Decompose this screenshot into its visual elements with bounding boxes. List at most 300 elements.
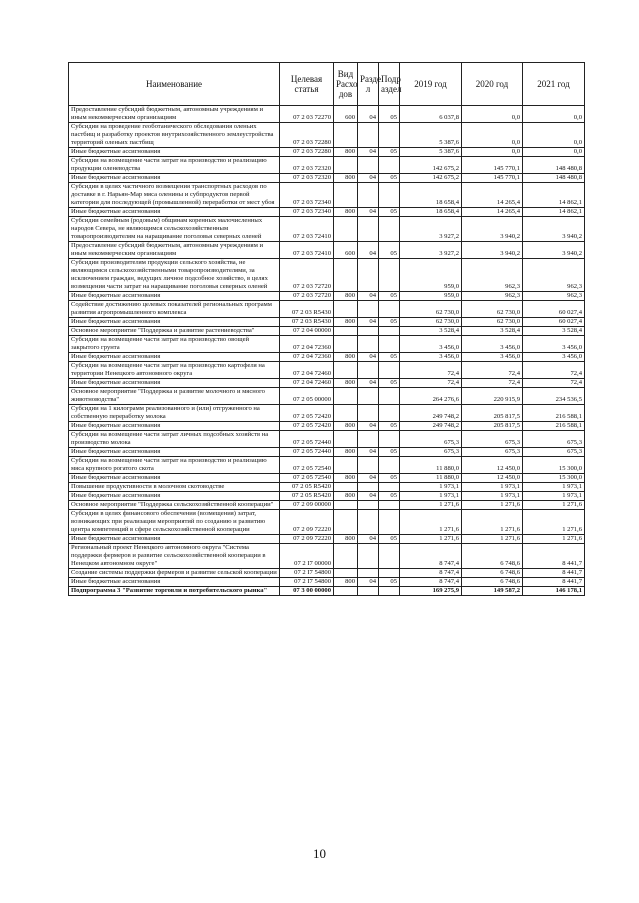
table-row: [69, 157, 585, 174]
row-name-cell: Иные бюджетные ассигнования: [69, 379, 280, 388]
row-2020-cell: 6 748,6: [462, 569, 523, 578]
row-2019-cell: 8 747,4: [400, 578, 462, 587]
row-name-cell: Основное мероприятие "Поддержка и развитие растениеводства": [69, 327, 280, 336]
row-pr-cell: 05: [379, 208, 400, 217]
row-rz-cell: 04: [358, 578, 379, 587]
row-2021-cell: 3 940,2: [523, 217, 585, 242]
table-row: [69, 208, 585, 217]
row-2019-cell: 8 747,4: [400, 569, 462, 578]
row-rz-cell: 04: [358, 106, 379, 123]
table-row: [69, 474, 585, 483]
row-rz-cell: 04: [358, 492, 379, 501]
row-name-cell: Субсидии на возмещение части затрат на производство и реализацию мяса крупного рогатого скота: [69, 457, 280, 474]
row-2019-cell: 1 271,6: [400, 535, 462, 544]
table-row: [69, 259, 585, 292]
row-2019-cell: 249 748,2: [400, 405, 462, 422]
row-name-cell: Субсидии на проведение геоботанического обследования оленьих пастбищ и разработку проектов внутрихозяйственного землеустройства территорий оленьих пастбищ: [69, 123, 280, 148]
row-2021-cell: 1 973,1: [523, 492, 585, 501]
row-rz-cell: [358, 431, 379, 448]
row-2020-cell: 0,0: [462, 123, 523, 148]
row-rz-cell: 04: [358, 535, 379, 544]
row-vr-cell: 800: [334, 318, 358, 327]
row-2020-cell: 6 748,6: [462, 544, 523, 569]
row-vr-cell: 800: [334, 174, 358, 183]
row-2020-cell: 675,3: [462, 448, 523, 457]
row-2021-cell: 1 271,6: [523, 510, 585, 535]
row-name-cell: Субсидии на возмещение части затрат на производство и реализацию продукции оленеводства: [69, 157, 280, 174]
row-2020-cell: 0,0: [462, 106, 523, 123]
row-2021-cell: 1 271,6: [523, 535, 585, 544]
row-name-cell: Основное мероприятие "Поддержка сельскохозяйственной кооперации": [69, 501, 280, 510]
row-2020-cell: 1 973,1: [462, 483, 523, 492]
row-name-cell: Иные бюджетные ассигнования: [69, 578, 280, 587]
row-rz-cell: 04: [358, 318, 379, 327]
row-code-cell: 07 2 I7 54800: [280, 569, 334, 578]
row-vr-cell: [334, 301, 358, 318]
row-rz-cell: 04: [358, 379, 379, 388]
row-2020-cell: 962,3: [462, 292, 523, 301]
row-2021-cell: 216 588,1: [523, 405, 585, 422]
row-2019-cell: 142 675,2: [400, 157, 462, 174]
row-code-cell: 07 2 04 72460: [280, 379, 334, 388]
row-2019-cell: 1 271,6: [400, 510, 462, 535]
row-2020-cell: 149 587,2: [462, 587, 523, 596]
header-2019: 2019 год: [400, 63, 462, 106]
row-2020-cell: 3 940,2: [462, 242, 523, 259]
row-2021-cell: 8 441,7: [523, 544, 585, 569]
row-2019-cell: 18 658,4: [400, 183, 462, 208]
row-2019-cell: 3 456,0: [400, 336, 462, 353]
row-2021-cell: 3 528,4: [523, 327, 585, 336]
row-2020-cell: 1 271,6: [462, 535, 523, 544]
row-2021-cell: 146 178,1: [523, 587, 585, 596]
row-2021-cell: 675,3: [523, 448, 585, 457]
row-vr-cell: [334, 544, 358, 569]
row-vr-cell: [334, 259, 358, 292]
row-code-cell: 07 2 04 00000: [280, 327, 334, 336]
row-2021-cell: 60 027,4: [523, 318, 585, 327]
row-vr-cell: 800: [334, 422, 358, 431]
row-vr-cell: [334, 431, 358, 448]
row-code-cell: 07 2 05 00000: [280, 388, 334, 405]
row-2020-cell: 145 770,1: [462, 174, 523, 183]
row-rz-cell: [358, 483, 379, 492]
row-vr-cell: 800: [334, 208, 358, 217]
row-2020-cell: 962,3: [462, 259, 523, 292]
row-2019-cell: 1 973,1: [400, 492, 462, 501]
row-name-cell: Иные бюджетные ассигнования: [69, 422, 280, 431]
row-rz-cell: 04: [358, 422, 379, 431]
row-rz-cell: [358, 336, 379, 353]
row-code-cell: 07 2 03 R5430: [280, 318, 334, 327]
row-2021-cell: 0,0: [523, 148, 585, 157]
row-rz-cell: [358, 157, 379, 174]
row-vr-cell: 800: [334, 379, 358, 388]
row-2021-cell: 3 940,2: [523, 242, 585, 259]
table-row: [69, 501, 585, 510]
row-name-cell: Иные бюджетные ассигнования: [69, 492, 280, 501]
row-2019-cell: 959,0: [400, 259, 462, 292]
table-header-row: [69, 63, 585, 106]
row-2019-cell: 62 730,0: [400, 301, 462, 318]
row-2019-cell: 264 276,6: [400, 388, 462, 405]
row-2020-cell: 6 748,6: [462, 578, 523, 587]
row-2021-cell: 962,3: [523, 259, 585, 292]
row-name-cell: Субсидии производителям продукции сельского хозяйства, не являющимся сельскохозяйственными товаропроизводителями, за исключением граждан, ведущих личное подсобное хозяйство, в целях возмещения части затрат на наращивание поголовья северных оленей: [69, 259, 280, 292]
row-code-cell: 07 2 03 72280: [280, 148, 334, 157]
budget-table: [68, 62, 585, 596]
row-code-cell: 07 2 03 72340: [280, 208, 334, 217]
row-pr-cell: [379, 544, 400, 569]
row-vr-cell: [334, 587, 358, 596]
row-code-cell: 07 2 05 72440: [280, 431, 334, 448]
row-2020-cell: 72,4: [462, 379, 523, 388]
table-row: [69, 318, 585, 327]
row-pr-cell: [379, 501, 400, 510]
row-pr-cell: [379, 259, 400, 292]
row-code-cell: 07 2 05 72420: [280, 422, 334, 431]
row-rz-cell: [358, 183, 379, 208]
row-code-cell: 07 2 05 72420: [280, 405, 334, 422]
table-row: [69, 301, 585, 318]
row-vr-cell: 600: [334, 242, 358, 259]
row-name-cell: Создание системы поддержки фермеров и развитие сельской кооперации: [69, 569, 280, 578]
row-2020-cell: 72,4: [462, 362, 523, 379]
row-code-cell: 07 2 05 72540: [280, 457, 334, 474]
row-rz-cell: 04: [358, 448, 379, 457]
row-name-cell: Иные бюджетные ассигнования: [69, 208, 280, 217]
table-row: [69, 388, 585, 405]
row-vr-cell: [334, 123, 358, 148]
row-2019-cell: 8 747,4: [400, 544, 462, 569]
row-2020-cell: 14 265,4: [462, 183, 523, 208]
row-rz-cell: [358, 569, 379, 578]
row-vr-cell: 800: [334, 535, 358, 544]
row-pr-cell: 05: [379, 174, 400, 183]
table-row: [69, 405, 585, 422]
table-body: [69, 106, 585, 596]
row-2021-cell: 216 588,1: [523, 422, 585, 431]
header-name: Наименование: [69, 63, 280, 106]
row-2019-cell: 675,3: [400, 448, 462, 457]
row-name-cell: Субсидии в целях частичного возмещения транспортных расходов по доставке в г. Нарьян-Мар мяса оленины и субпродуктов первой категории для последующей (промышленной) переработки от мест убоя: [69, 183, 280, 208]
header-rz: Разде л: [358, 63, 379, 106]
row-code-cell: 07 2 05 72540: [280, 474, 334, 483]
row-vr-cell: 800: [334, 578, 358, 587]
row-vr-cell: [334, 183, 358, 208]
row-name-cell: Субсидии на возмещение части затрат личных подсобных хозяйств на производство молока: [69, 431, 280, 448]
row-rz-cell: [358, 405, 379, 422]
row-2020-cell: 205 817,5: [462, 422, 523, 431]
row-2019-cell: 72,4: [400, 379, 462, 388]
row-2019-cell: 959,0: [400, 292, 462, 301]
row-2020-cell: 3 940,2: [462, 217, 523, 242]
row-2021-cell: 234 536,5: [523, 388, 585, 405]
row-name-cell: Иные бюджетные ассигнования: [69, 174, 280, 183]
row-rz-cell: 04: [358, 474, 379, 483]
row-2019-cell: 5 387,6: [400, 123, 462, 148]
row-name-cell: Субсидии в целях финансового обеспечения (возмещения) затрат, возникающих при реализации мероприятий по созданию и развитию центра компетенций в сфере сельскохозяйственной кооперации: [69, 510, 280, 535]
row-2020-cell: 3 456,0: [462, 336, 523, 353]
row-name-cell: Иные бюджетные ассигнования: [69, 474, 280, 483]
row-code-cell: 07 2 03 72320: [280, 157, 334, 174]
row-vr-cell: [334, 510, 358, 535]
row-pr-cell: 05: [379, 379, 400, 388]
table-row: [69, 578, 585, 587]
row-name-cell: Повышение продуктивности в молочном скотоводстве: [69, 483, 280, 492]
row-name-cell: Содействие достижению целевых показателей региональных программ развития агропромышленного комплекса: [69, 301, 280, 318]
row-name-cell: Иные бюджетные ассигнования: [69, 353, 280, 362]
row-2019-cell: 6 037,8: [400, 106, 462, 123]
row-2021-cell: 148 480,8: [523, 157, 585, 174]
row-2021-cell: 15 300,0: [523, 474, 585, 483]
row-vr-cell: 800: [334, 492, 358, 501]
row-code-cell: 07 2 04 72460: [280, 362, 334, 379]
row-2019-cell: 169 275,9: [400, 587, 462, 596]
row-2021-cell: 3 456,0: [523, 353, 585, 362]
row-pr-cell: [379, 569, 400, 578]
row-2021-cell: 8 441,7: [523, 578, 585, 587]
row-pr-cell: [379, 336, 400, 353]
row-pr-cell: 05: [379, 474, 400, 483]
row-2020-cell: 145 770,1: [462, 157, 523, 174]
row-pr-cell: 05: [379, 535, 400, 544]
row-pr-cell: 05: [379, 318, 400, 327]
row-rz-cell: [358, 388, 379, 405]
table-row: [69, 242, 585, 259]
row-2021-cell: 14 862,1: [523, 208, 585, 217]
row-2020-cell: 14 265,4: [462, 208, 523, 217]
row-vr-cell: [334, 336, 358, 353]
row-pr-cell: 05: [379, 448, 400, 457]
row-name-cell: Иные бюджетные ассигнования: [69, 318, 280, 327]
row-pr-cell: 05: [379, 148, 400, 157]
table-row: [69, 362, 585, 379]
table-row: [69, 327, 585, 336]
row-2021-cell: 72,4: [523, 362, 585, 379]
row-pr-cell: [379, 483, 400, 492]
row-code-cell: 07 2 03 72270: [280, 106, 334, 123]
row-vr-cell: [334, 362, 358, 379]
row-vr-cell: 800: [334, 474, 358, 483]
row-2019-cell: 1 271,6: [400, 501, 462, 510]
row-name-cell: Предоставление субсидий бюджетным, автономным учреждениям и иным некоммерческим организациям: [69, 242, 280, 259]
table-row: [69, 510, 585, 535]
header-2021: 2021 год: [523, 63, 585, 106]
row-name-cell: Субсидии на возмещение части затрат на производство овощей закрытого грунта: [69, 336, 280, 353]
row-2021-cell: 60 027,4: [523, 301, 585, 318]
row-rz-cell: 04: [358, 292, 379, 301]
row-2019-cell: 1 973,1: [400, 483, 462, 492]
row-rz-cell: [358, 587, 379, 596]
row-code-cell: 07 2 I7 54800: [280, 578, 334, 587]
row-pr-cell: [379, 388, 400, 405]
row-code-cell: 07 2 09 00000: [280, 501, 334, 510]
row-rz-cell: [358, 501, 379, 510]
header-2020: 2020 год: [462, 63, 523, 106]
table-row: [69, 123, 585, 148]
row-pr-cell: [379, 457, 400, 474]
table-row: [69, 422, 585, 431]
row-2020-cell: 12 450,0: [462, 474, 523, 483]
row-2020-cell: 62 730,0: [462, 318, 523, 327]
row-vr-cell: [334, 327, 358, 336]
table-row: [69, 483, 585, 492]
row-pr-cell: [379, 362, 400, 379]
row-2019-cell: 72,4: [400, 362, 462, 379]
row-2019-cell: 249 748,2: [400, 422, 462, 431]
row-pr-cell: 05: [379, 242, 400, 259]
table-row: [69, 336, 585, 353]
row-code-cell: 07 2 03 72280: [280, 123, 334, 148]
row-2020-cell: 1 271,6: [462, 501, 523, 510]
table-row: [69, 174, 585, 183]
row-rz-cell: 04: [358, 208, 379, 217]
row-2020-cell: 1 271,6: [462, 510, 523, 535]
row-pr-cell: [379, 327, 400, 336]
row-2019-cell: 5 387,6: [400, 148, 462, 157]
row-rz-cell: [358, 362, 379, 379]
row-2019-cell: 3 927,2: [400, 242, 462, 259]
row-pr-cell: [379, 157, 400, 174]
row-vr-cell: [334, 483, 358, 492]
header-code: Целевая статья: [280, 63, 334, 106]
row-vr-cell: 800: [334, 292, 358, 301]
row-2020-cell: 3 456,0: [462, 353, 523, 362]
row-vr-cell: [334, 157, 358, 174]
row-code-cell: 07 2 03 72320: [280, 174, 334, 183]
row-2020-cell: 62 730,0: [462, 301, 523, 318]
table-row: [69, 183, 585, 208]
row-2020-cell: 220 915,9: [462, 388, 523, 405]
row-name-cell: Субсидии на возмещение части затрат на производство картофеля на территории Ненецкого автономного округа: [69, 362, 280, 379]
row-2019-cell: 3 927,2: [400, 217, 462, 242]
table-row: [69, 217, 585, 242]
row-code-cell: 07 2 03 R5430: [280, 301, 334, 318]
row-vr-cell: [334, 457, 358, 474]
row-2021-cell: 8 441,7: [523, 569, 585, 578]
row-2021-cell: 1 973,1: [523, 483, 585, 492]
row-code-cell: 07 3 00 00000: [280, 587, 334, 596]
table-row: [69, 148, 585, 157]
row-name-cell: Иные бюджетные ассигнования: [69, 448, 280, 457]
row-2021-cell: 0,0: [523, 123, 585, 148]
row-code-cell: 07 2 09 72220: [280, 510, 334, 535]
row-code-cell: 07 2 04 72360: [280, 353, 334, 362]
row-name-cell: Иные бюджетные ассигнования: [69, 148, 280, 157]
table-row: [69, 448, 585, 457]
row-code-cell: 07 2 05 R5420: [280, 492, 334, 501]
row-rz-cell: 04: [358, 148, 379, 157]
row-2021-cell: 15 300,0: [523, 457, 585, 474]
row-rz-cell: 04: [358, 353, 379, 362]
row-2019-cell: 11 880,0: [400, 474, 462, 483]
row-pr-cell: 05: [379, 353, 400, 362]
row-2020-cell: 3 528,4: [462, 327, 523, 336]
table-row: [69, 492, 585, 501]
row-vr-cell: [334, 405, 358, 422]
table-row: [69, 535, 585, 544]
row-2019-cell: 11 880,0: [400, 457, 462, 474]
row-name-cell: Основное мероприятие "Поддержка и развитие молочного и мясного животноводства": [69, 388, 280, 405]
table-row: [69, 431, 585, 448]
row-2019-cell: 142 675,2: [400, 174, 462, 183]
row-2021-cell: 3 456,0: [523, 336, 585, 353]
row-2021-cell: 72,4: [523, 379, 585, 388]
row-2020-cell: 1 973,1: [462, 492, 523, 501]
page-number: 10: [313, 846, 326, 861]
row-vr-cell: [334, 501, 358, 510]
row-rz-cell: [358, 301, 379, 318]
row-code-cell: 07 2 03 72410: [280, 217, 334, 242]
row-2021-cell: 675,3: [523, 431, 585, 448]
row-pr-cell: [379, 183, 400, 208]
table-row: [69, 292, 585, 301]
row-name-cell: Региональный проект Ненецкого автономного округа "Система поддержки фермеров и развитие сельскохозяйственной кооперации в Ненецком автономном округе": [69, 544, 280, 569]
table-row: [69, 457, 585, 474]
row-code-cell: 07 2 03 72720: [280, 292, 334, 301]
row-vr-cell: 800: [334, 353, 358, 362]
row-name-cell: Иные бюджетные ассигнования: [69, 535, 280, 544]
row-code-cell: 07 2 03 72720: [280, 259, 334, 292]
row-pr-cell: [379, 301, 400, 318]
row-rz-cell: [358, 123, 379, 148]
row-vr-cell: [334, 217, 358, 242]
table-row: [69, 353, 585, 362]
row-pr-cell: 05: [379, 578, 400, 587]
table-row: [69, 587, 585, 596]
row-2021-cell: 962,3: [523, 292, 585, 301]
row-pr-cell: 05: [379, 106, 400, 123]
table-row: [69, 379, 585, 388]
row-pr-cell: [379, 123, 400, 148]
row-2020-cell: 675,3: [462, 431, 523, 448]
row-pr-cell: 05: [379, 492, 400, 501]
row-code-cell: 07 2 09 72220: [280, 535, 334, 544]
row-2019-cell: 675,3: [400, 431, 462, 448]
row-pr-cell: [379, 587, 400, 596]
row-code-cell: 07 2 05 72440: [280, 448, 334, 457]
row-pr-cell: [379, 405, 400, 422]
row-code-cell: 07 2 05 R5420: [280, 483, 334, 492]
row-rz-cell: [358, 510, 379, 535]
row-2021-cell: 14 862,1: [523, 183, 585, 208]
row-code-cell: 07 2 03 72410: [280, 242, 334, 259]
row-2020-cell: 205 817,5: [462, 405, 523, 422]
row-2020-cell: 0,0: [462, 148, 523, 157]
row-pr-cell: 05: [379, 292, 400, 301]
header-vr: Вид Расхо дов: [334, 63, 358, 106]
row-name-cell: Иные бюджетные ассигнования: [69, 292, 280, 301]
row-rz-cell: [358, 259, 379, 292]
row-rz-cell: [358, 457, 379, 474]
row-2019-cell: 3 456,0: [400, 353, 462, 362]
row-rz-cell: 04: [358, 174, 379, 183]
row-vr-cell: [334, 569, 358, 578]
row-name-cell: Подпрограмма 3 "Развитие торговли и потребительского рынка": [69, 587, 280, 596]
row-2019-cell: 3 528,4: [400, 327, 462, 336]
header-pr: Подр аздел: [379, 63, 400, 106]
row-vr-cell: [334, 388, 358, 405]
row-2021-cell: 1 271,6: [523, 501, 585, 510]
row-vr-cell: 600: [334, 106, 358, 123]
row-rz-cell: [358, 327, 379, 336]
row-pr-cell: [379, 510, 400, 535]
row-name-cell: Субсидии на 1 килограмм реализованного и (или) отгруженного на собственную переработку молока: [69, 405, 280, 422]
table-row: [69, 106, 585, 123]
row-code-cell: 07 2 04 72360: [280, 336, 334, 353]
row-rz-cell: 04: [358, 242, 379, 259]
